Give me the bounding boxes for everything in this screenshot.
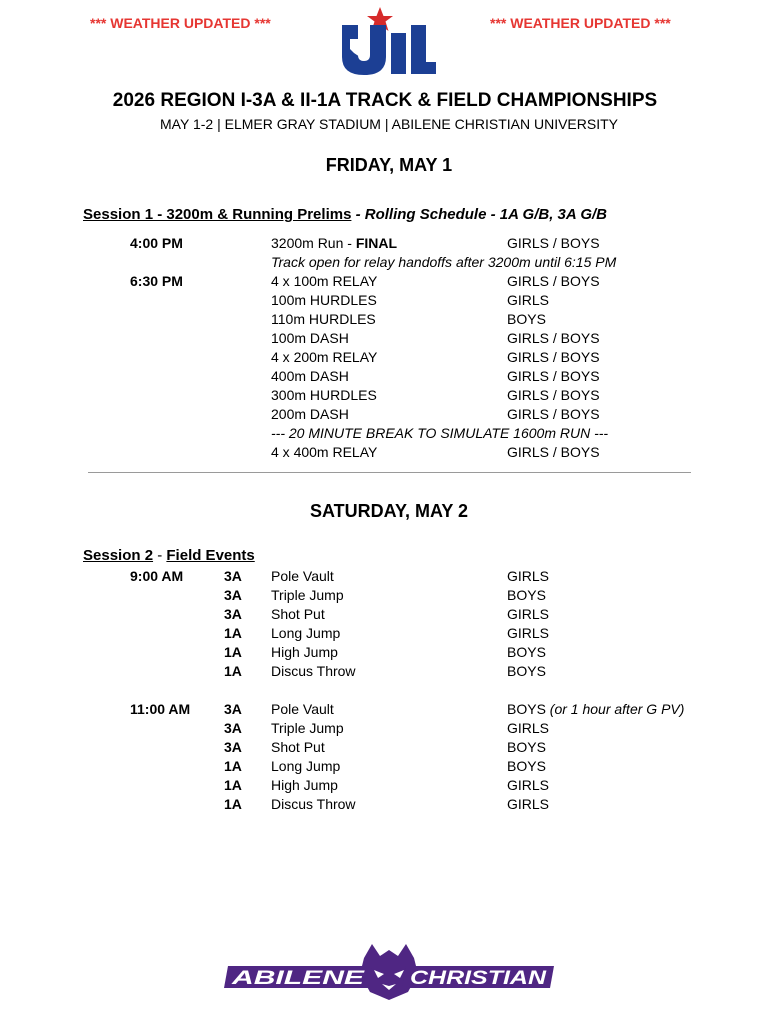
event-gender [507,757,546,776]
event-gender-text: BOYS [507,587,546,603]
event-gender-text: GIRLS [507,568,550,584]
event-gender-text: GIRLS / BOYS [507,349,600,365]
event-name [271,624,340,643]
event-name [271,700,334,719]
schedule-note: --- 20 MINUTE BREAK TO SIMULATE 1600m RUN --- [271,425,609,441]
event-gender-text: BOYS [507,311,546,327]
event-gender [507,586,546,605]
event-name [271,719,344,738]
event-gender-text: BOYS [507,758,546,774]
event-gender-text: GIRLS [507,720,550,736]
event-name-text: Long Jump [271,625,341,641]
event-gender [507,567,549,586]
schedule-row [0,662,770,681]
event-name-text: Triple Jump [271,587,344,603]
event-gender-note: (or 1 hour after G PV) [549,701,685,717]
schedule-row [0,567,770,586]
schedule-row [0,776,770,795]
event-gender-text: GIRLS [507,606,550,622]
event-gender-text: GIRLS [507,292,550,308]
weather-updated-notice-left: *** WEATHER UPDATED *** [90,15,271,31]
event-gender [507,738,546,757]
friday-heading: FRIDAY, MAY 1 [325,155,453,175]
event-name-text: 100m HURDLES [271,292,377,308]
schedule-row [0,605,770,624]
schedule-row [0,443,770,462]
section-divider [88,472,691,473]
event-name-text: 200m DASH [271,406,349,422]
event-gender [507,795,549,814]
event-name [271,586,344,605]
event-division: 3A [224,606,242,622]
event-name-text: High Jump [271,644,338,660]
schedule-row [0,310,770,329]
schedule-row [0,386,770,405]
event-gender [507,234,600,253]
event-gender-text: GIRLS [507,796,550,812]
event-name [271,310,376,329]
event-gender [507,348,600,367]
event-name [271,386,377,405]
event-name-text: 400m DASH [271,368,349,384]
schedule-row [0,719,770,738]
event-name-text: Pole Vault [271,568,334,584]
event-gender [507,700,684,719]
event-name [271,795,356,814]
svg-text:CHRISTIAN: CHRISTIAN [410,968,548,989]
event-division: 1A [224,777,242,793]
event-name [271,272,377,291]
event-gender [507,443,600,462]
event-name [271,605,325,624]
event-gender [507,272,600,291]
event-division: 3A [224,701,242,717]
event-gender [507,329,600,348]
event-gender-text: BOYS [507,701,550,717]
schedule-row [0,757,770,776]
event-division: 3A [224,568,242,584]
session-2-heading [83,547,255,564]
schedule-row [0,291,770,310]
event-name-text: 100m DASH [271,330,349,346]
schedule-row [0,234,770,253]
event-gender [507,776,549,795]
schedule-row [0,367,770,386]
schedule-row [0,700,770,719]
session-1-title: Session 1 - 3200m & Running Prelims [83,206,352,223]
event-gender [507,643,546,662]
event-gender [507,367,600,386]
schedule-row [0,348,770,367]
event-name-text: 3200m Run - [271,235,356,251]
event-name [271,662,356,681]
event-name [271,367,349,386]
event-gender [507,662,546,681]
event-name [271,443,377,462]
schedule-row [0,795,770,814]
event-name-text: 4 x 200m RELAY [271,349,378,365]
event-name [271,234,397,253]
event-name-text: Long Jump [271,758,341,774]
event-gender [507,605,549,624]
event-time: 9:00 AM [130,568,184,584]
schedule-row [0,272,770,291]
event-time: 11:00 AM [130,701,191,717]
page-title: 2026 REGION I-3A & II-1A TRACK & FIELD CHAMPIONSHIPS [112,90,658,111]
session-2-separator: - [153,547,167,564]
schedule-row [0,405,770,424]
uil-logo [336,5,440,77]
event-gender-text: GIRLS [507,625,550,641]
event-gender-text: GIRLS / BOYS [507,235,600,251]
event-name-text: 4 x 400m RELAY [271,444,378,460]
event-division: 1A [224,796,242,812]
event-name [271,757,340,776]
event-name-emphasis: FINAL [355,235,398,251]
event-gender-text: GIRLS / BOYS [507,368,600,384]
event-division: 1A [224,644,242,660]
schedule-row [0,253,770,272]
event-gender [507,310,546,329]
event-gender [507,386,600,405]
event-name-text: Shot Put [271,739,325,755]
schedule-row [0,643,770,662]
event-gender [507,719,549,738]
abilene-christian-logo [222,944,556,1002]
event-name [271,405,349,424]
event-name [271,567,334,586]
event-gender [507,405,600,424]
event-gender-text: BOYS [507,739,546,755]
event-name-text: Discus Throw [271,663,356,679]
event-name-text: Discus Throw [271,796,356,812]
event-name-text: 4 x 100m RELAY [271,273,378,289]
event-gender [507,624,549,643]
session-2-title: Session 2 [83,547,154,564]
session-2-subtitle: Field Events [166,547,255,564]
event-name-text: Shot Put [271,606,325,622]
event-gender-text: GIRLS / BOYS [507,444,600,460]
schedule-row [0,329,770,348]
session-1-note: - Rolling Schedule - 1A G/B, 3A G/B [351,206,608,223]
event-name-text: Pole Vault [271,701,334,717]
event-name [271,776,338,795]
schedule-row [0,424,770,443]
event-gender-text: GIRLS / BOYS [507,330,600,346]
event-gender-text: BOYS [507,644,546,660]
event-gender-text: GIRLS [507,777,550,793]
event-name-text: High Jump [271,777,338,793]
event-name [271,643,338,662]
event-division: 1A [224,663,242,679]
event-gender-text: GIRLS / BOYS [507,273,600,289]
event-gender [507,291,549,310]
page-subtitle: MAY 1-2 | ELMER GRAY STADIUM | ABILENE CHRISTIAN UNIVERSITY [160,116,618,132]
event-name [271,329,349,348]
schedule-row [0,738,770,757]
event-name-text: Triple Jump [271,720,344,736]
schedule-row [0,624,770,643]
event-division: 3A [224,720,242,736]
schedule-row [0,586,770,605]
event-name [271,291,377,310]
event-division: 1A [224,758,242,774]
event-name-text: 110m HURDLES [271,311,376,327]
saturday-heading: SATURDAY, MAY 2 [309,501,469,521]
event-name-text: 300m HURDLES [271,387,377,403]
event-name [271,738,325,757]
event-division: 1A [224,625,242,641]
event-time: 4:00 PM [130,235,183,251]
event-gender-text: GIRLS / BOYS [507,387,600,403]
event-time: 6:30 PM [130,273,183,289]
session-1-heading [83,206,607,223]
event-name [271,348,377,367]
weather-updated-notice-right: *** WEATHER UPDATED *** [490,15,671,31]
schedule-note: Track open for relay handoffs after 3200m until 6:15 PM [271,254,617,270]
event-division: 3A [224,587,242,603]
event-gender-text: GIRLS / BOYS [507,406,600,422]
svg-text:ABILENE: ABILENE [230,968,367,989]
event-gender-text: BOYS [507,663,546,679]
event-division: 3A [224,739,242,755]
